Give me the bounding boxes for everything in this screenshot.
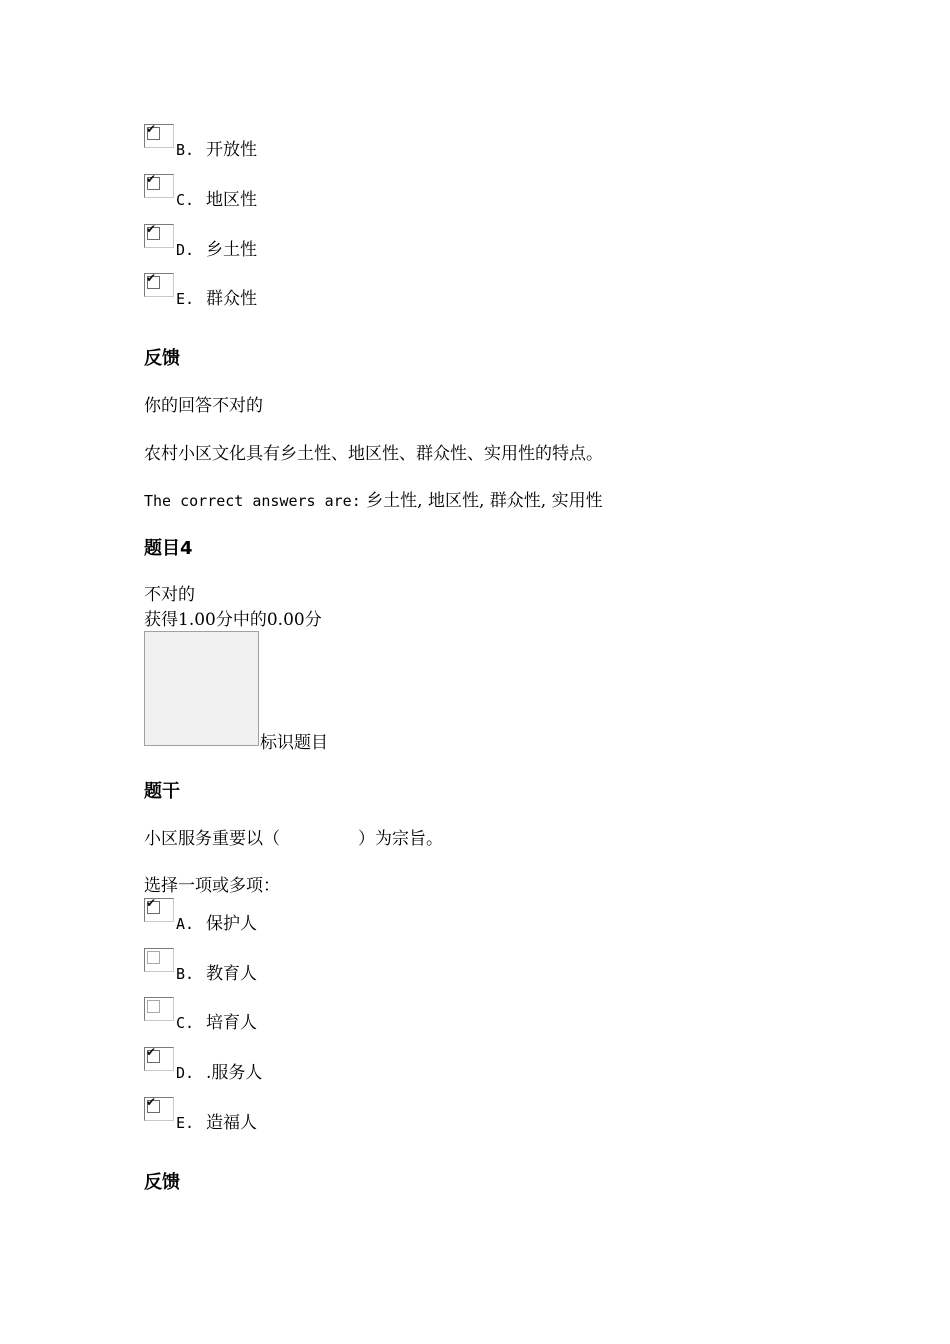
checkbox-checked-icon[interactable]: ✔ (144, 1097, 174, 1121)
option-text: 培育人 (206, 1013, 257, 1033)
option-letter: A. (176, 915, 195, 933)
option-letter: E. (176, 1114, 195, 1132)
correct-answers-prefix: The correct answers are: (144, 492, 361, 510)
feedback-heading: 反馈 (144, 1172, 180, 1193)
option-text: 造福人 (206, 1113, 257, 1133)
option-text: 开放性 (206, 140, 257, 160)
checkbox-checked-icon[interactable]: ✔ (144, 898, 174, 922)
option-letter: C. (176, 191, 195, 209)
option-text: .服务人 (206, 1063, 263, 1083)
option-text: 乡土性 (206, 240, 257, 260)
checkbox-checked-icon[interactable]: ✔ (144, 124, 174, 148)
checkbox-checked-icon[interactable]: ✔ (144, 273, 174, 297)
question-score: 获得1.00分中的0.00分 (144, 610, 322, 630)
option-text: 保护人 (206, 914, 257, 934)
feedback-explanation: 农村小区文化具有乡土性、地区性、群众性、实用性的特点。 (144, 444, 603, 464)
stem-text-after: ）为宗旨。 (358, 829, 443, 849)
answer-instruction: 选择一项或多项： (144, 876, 280, 896)
option-text: 群众性 (206, 289, 257, 309)
question-stem (144, 827, 443, 851)
stem-text-before: 小区服务重要以（ (144, 829, 280, 849)
checkbox-checked-icon[interactable]: ✔ (144, 224, 174, 248)
question-status: 不对的 (144, 585, 195, 605)
flag-question-icon[interactable] (144, 631, 259, 746)
checkbox-checked-icon[interactable]: ✔ (144, 1047, 174, 1071)
option-text: 地区性 (206, 190, 257, 210)
flag-question-link[interactable]: 标识题目 (260, 733, 328, 753)
option-letter: D. (176, 241, 195, 259)
correct-answers-line (144, 489, 603, 513)
checkbox-unchecked-icon[interactable] (144, 948, 174, 972)
question-heading: 题目4 (144, 538, 193, 559)
option-text: 教育人 (206, 964, 257, 984)
feedback-heading: 反馈 (144, 348, 180, 369)
correct-answers-list: 乡土性, 地区性, 群众性, 实用性 (366, 491, 603, 511)
option-letter: B. (176, 141, 195, 159)
checkbox-checked-icon[interactable]: ✔ (144, 174, 174, 198)
stem-heading: 题干 (144, 781, 180, 802)
feedback-result: 你的回答不对的 (144, 396, 263, 416)
option-letter: E. (176, 290, 195, 308)
option-letter: D. (176, 1064, 195, 1082)
option-letter: C. (176, 1014, 195, 1032)
option-letter: B. (176, 965, 195, 983)
checkbox-unchecked-icon[interactable] (144, 997, 174, 1021)
